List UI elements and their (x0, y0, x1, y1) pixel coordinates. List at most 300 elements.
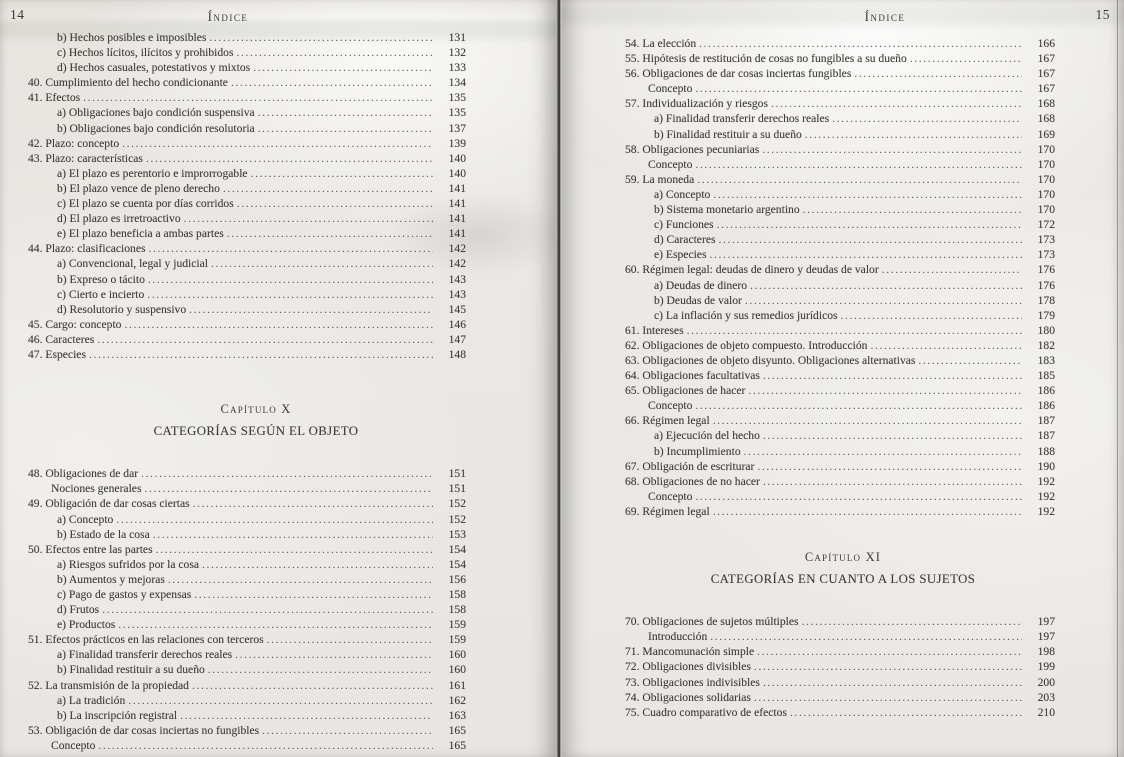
toc-entry-page: 185 (1037, 369, 1055, 383)
dot-leader (713, 413, 1022, 428)
dot-leader (745, 293, 1022, 308)
toc-entry (562, 187, 1124, 202)
toc-entry-page: 141 (448, 197, 466, 211)
toc-entry (562, 413, 1124, 428)
toc-entry-label: 69. Régimen legal (625, 504, 710, 518)
toc-entry-page: 173 (1037, 233, 1055, 247)
toc-entry-label: b) Expreso o tácito (57, 272, 145, 286)
dot-leader (208, 662, 433, 677)
toc-entry-page: 170 (1037, 157, 1055, 171)
dot-leader (251, 166, 433, 181)
toc-entry-page: 173 (1037, 248, 1055, 262)
dot-leader (192, 678, 433, 693)
chapter-number: Capítulo XI (804, 550, 882, 564)
toc-entry (0, 181, 556, 196)
toc-entry-label: Concepto (648, 489, 693, 503)
dot-leader (223, 181, 433, 196)
dot-leader (699, 36, 1022, 51)
toc-entry-page: 140 (448, 151, 466, 165)
toc-entry-page: 159 (448, 618, 466, 632)
toc-entry-label: 74. Obligaciones solidarias (625, 690, 751, 704)
dot-leader (713, 187, 1022, 202)
toc-entry (0, 196, 556, 211)
page-left (0, 0, 556, 757)
dot-leader (841, 308, 1022, 323)
toc-entry-label: b) Sistema monetario argentino (654, 203, 800, 217)
toc-entry (0, 30, 556, 45)
toc-entry-label: c) Hechos lícitos, ilícitos y prohibidos (57, 46, 234, 60)
dot-leader (695, 398, 1022, 413)
dot-leader (156, 542, 433, 557)
toc-entry-page: 179 (1037, 308, 1055, 322)
toc-entry-page: 192 (1037, 489, 1055, 503)
toc-entry-label: b) Deudas de valor (654, 293, 742, 307)
toc-entry (562, 96, 1124, 111)
dot-leader (180, 708, 433, 723)
toc-entry (562, 705, 1124, 720)
toc-entry-label: c) Pago de gastos y expensas (57, 588, 192, 601)
dot-leader (209, 30, 433, 45)
dot-leader (235, 647, 433, 662)
toc-entry-label: Concepto (51, 738, 96, 752)
toc-entry (562, 81, 1124, 96)
dot-leader (697, 172, 1022, 187)
toc-entry (0, 723, 556, 738)
toc-entry-label: c) El plazo se cuenta por días corridos (57, 197, 234, 211)
toc-entry-page: 165 (448, 723, 466, 737)
dot-leader (267, 632, 433, 647)
toc-entry (562, 675, 1124, 690)
dot-leader (253, 60, 433, 75)
toc-entry (0, 272, 556, 287)
dot-leader (763, 474, 1022, 489)
chapter-heading (562, 550, 1124, 587)
toc-entry-label: c) Funciones (654, 218, 714, 232)
toc-entry (0, 512, 556, 527)
toc-entry (562, 157, 1124, 172)
toc-entry (562, 36, 1124, 51)
toc-entry-label: a) Convencional, legal y judicial (57, 257, 208, 271)
toc-entry (0, 317, 556, 332)
toc-entry-page: 180 (1037, 323, 1055, 337)
toc-entry-label: 63. Obligaciones de objeto disyunto. Obligaciones alternativas (625, 353, 916, 367)
toc-entry (562, 629, 1124, 644)
toc-entry (562, 51, 1124, 66)
toc-entry-label: 43. Plazo: características (28, 151, 143, 165)
toc-entry (0, 617, 556, 632)
toc-entry-label: a) El plazo es perentorio e improrrogable (57, 166, 248, 180)
dot-leader (763, 368, 1022, 383)
toc-entry (562, 368, 1124, 383)
toc-entry-page: 197 (1037, 615, 1055, 629)
toc-entry (562, 338, 1124, 353)
dot-leader (231, 75, 433, 90)
toc-entry-page: 170 (1037, 203, 1055, 217)
dot-leader (149, 241, 433, 256)
chapter-title: CATEGORÍAS SEGÚN EL OBJETO (153, 424, 359, 439)
toc-entry-page: 167 (1037, 82, 1055, 96)
dot-leader (757, 644, 1022, 659)
toc-entry-label: 44. Plazo: clasificaciones (28, 242, 146, 256)
toc-entry-page: 156 (448, 572, 466, 586)
toc-entry-label: 40. Cumplimiento del hecho condicionante (28, 76, 228, 90)
toc-entry (0, 542, 556, 557)
toc-entry-label: 68. Obligaciones de no hacer (625, 474, 760, 488)
toc-entry-page: 141 (448, 227, 466, 241)
dot-leader (754, 690, 1022, 705)
toc-entry-label: b) Estado de la cosa (57, 527, 150, 541)
toc-entry-label: d) El plazo es irretroactivo (57, 212, 181, 226)
page-number-right: 15 (1095, 7, 1110, 22)
toc-entry-label: a) Concepto (654, 187, 711, 201)
toc-entry (562, 111, 1124, 126)
dot-leader (98, 738, 433, 753)
toc-entry-page: 134 (448, 76, 466, 90)
toc-entry (562, 232, 1124, 247)
dot-leader (713, 504, 1022, 519)
dot-leader (116, 512, 433, 527)
toc-entry (0, 75, 556, 90)
dot-leader (763, 675, 1022, 690)
toc-entry (0, 587, 556, 602)
dot-leader (918, 353, 1022, 368)
dot-leader (910, 51, 1022, 66)
toc-entry (562, 66, 1124, 81)
toc-entry-page: 197 (1037, 630, 1055, 644)
toc-entry-page: 158 (448, 588, 466, 601)
dot-leader (854, 66, 1022, 81)
dot-leader (89, 347, 433, 362)
toc-entry-label: 62. Obligaciones de objeto compuesto. Introducción (625, 338, 868, 352)
toc-entry-page: 159 (448, 633, 466, 647)
toc-entry-label: 49. Obligación de dar cosas ciertas (28, 497, 190, 511)
toc-entry-page: 198 (1037, 645, 1055, 659)
toc-entry-label: a) Ejecución del hecho (654, 429, 760, 443)
toc-entry-label: c) La inflación y sus remedios jurídicos (654, 308, 838, 322)
toc-entry-label: e) Productos (57, 618, 116, 632)
toc-entry-label: 51. Efectos prácticos en las relaciones con terceros (28, 633, 264, 647)
toc-entry (562, 644, 1124, 659)
running-head-left: Índice (207, 9, 249, 24)
toc-entry (562, 278, 1124, 293)
toc-entry (562, 614, 1124, 629)
dot-leader (122, 136, 433, 151)
toc-entry-page: 152 (448, 512, 466, 526)
toc-entry (0, 678, 556, 693)
toc-entry-page: 200 (1037, 675, 1055, 689)
toc-entry (562, 247, 1124, 262)
toc-entry (0, 557, 556, 572)
toc-entry-page: 162 (448, 693, 466, 707)
toc-entry-page: 170 (1037, 142, 1055, 156)
dot-leader (695, 157, 1022, 172)
toc-right (562, 36, 1124, 720)
toc-entry (562, 659, 1124, 674)
toc-entry (0, 332, 556, 347)
toc-entry (0, 347, 556, 362)
toc-entry-label: 46. Caracteres (28, 332, 95, 346)
toc-entry-label: 57. Individualización y riesgos (625, 97, 768, 111)
toc-entry (0, 693, 556, 708)
dot-leader (687, 323, 1022, 338)
toc-entry-label: 45. Cargo: concepto (28, 317, 122, 331)
dot-leader (227, 226, 433, 241)
toc-entry-label: e) Especies (654, 248, 707, 262)
toc-entry-page: 158 (448, 603, 466, 617)
toc-entry-page: 187 (1037, 429, 1055, 443)
chapter-title: CATEGORÍAS EN CUANTO A LOS SUJETOS (710, 572, 976, 587)
toc-entry-page: 199 (1037, 660, 1055, 674)
toc-entry-page: 148 (448, 347, 466, 361)
dot-leader (144, 481, 433, 496)
toc-entry (0, 466, 556, 481)
toc-entry (0, 572, 556, 587)
toc-entry-label: a) Obligaciones bajo condición suspensiva (57, 106, 255, 120)
toc-entry (562, 217, 1124, 232)
toc-entry (0, 256, 556, 271)
toc-entry-label: 54. La elección (625, 37, 697, 50)
toc-entry-page: 168 (1037, 112, 1055, 126)
toc-entry (562, 127, 1124, 142)
toc-entry-label: e) El plazo beneficia a ambas partes (57, 227, 224, 241)
toc-entry (562, 262, 1124, 277)
dot-leader (870, 338, 1022, 353)
toc-entry-page: 135 (448, 91, 466, 105)
dot-leader (803, 202, 1022, 217)
toc-entry-label: 47. Especies (28, 347, 86, 361)
toc-entry (562, 293, 1124, 308)
dot-leader (83, 90, 433, 105)
toc-entry-label: b) El plazo vence de pleno derecho (57, 181, 220, 195)
dot-leader (695, 489, 1022, 504)
toc-entry-page: 131 (448, 31, 466, 44)
toc-entry-page: 139 (448, 136, 466, 150)
toc-entry-label: a) Finalidad transferir derechos reales (57, 648, 233, 662)
dot-leader (202, 557, 433, 572)
dot-leader (262, 723, 433, 738)
page-right-header (562, 0, 1124, 27)
toc-entry (562, 690, 1124, 705)
toc-entry-label: d) Hechos casuales, potestativos y mixtos (57, 61, 251, 75)
toc-entry-label: b) Incumplimiento (654, 444, 741, 458)
toc-entry (0, 481, 556, 496)
toc-entry (0, 45, 556, 60)
toc-entry (0, 287, 556, 302)
toc-entry-page: 161 (448, 678, 466, 692)
toc-entry-label: d) Resolutorio y suspensivo (57, 302, 187, 316)
toc-entry-page: 133 (448, 61, 466, 75)
toc-entry-label: Concepto (648, 399, 693, 413)
dot-leader (709, 247, 1022, 262)
page-number-left: 14 (10, 7, 25, 22)
chapter-heading (0, 402, 534, 439)
toc-entry-page: 183 (1037, 353, 1055, 367)
dot-leader (193, 496, 433, 511)
dot-leader (148, 272, 433, 287)
toc-entry (562, 504, 1124, 519)
toc-entry (562, 428, 1124, 443)
toc-entry-page: 168 (1037, 97, 1055, 111)
toc-entry-page: 152 (448, 497, 466, 511)
dot-leader (147, 287, 433, 302)
toc-entry-page: 176 (1037, 278, 1055, 292)
toc-entry (562, 353, 1124, 368)
page-left-header (0, 0, 556, 27)
toc-entry-label: 66. Régimen legal (625, 414, 710, 428)
toc-entry-label: d) Caracteres (654, 233, 716, 247)
toc-entry-page: 145 (448, 302, 466, 316)
toc-entry (0, 121, 556, 136)
toc-entry-page: 143 (448, 272, 466, 286)
toc-entry-page: 192 (1037, 504, 1055, 518)
toc-entry-page: 140 (448, 166, 466, 180)
dot-leader (718, 232, 1022, 247)
dot-leader (882, 262, 1022, 277)
dot-leader (146, 151, 433, 166)
toc-entry-label: 64. Obligaciones facultativas (625, 369, 760, 383)
toc-entry-page: 163 (448, 708, 466, 722)
toc-entry-label: b) Finalidad restituir a su dueño (654, 127, 802, 141)
toc-entry-page: 142 (448, 242, 466, 256)
toc-entry (562, 323, 1124, 338)
toc-entry (562, 172, 1124, 187)
toc-entry-page: 142 (448, 257, 466, 271)
dot-leader (717, 217, 1022, 232)
dot-leader (695, 81, 1022, 96)
toc-entry-page: 186 (1037, 384, 1055, 398)
toc-entry (562, 398, 1124, 413)
toc-entry-page: 188 (1037, 444, 1055, 458)
dot-leader (184, 211, 433, 226)
toc-entry-label: 41. Efectos (28, 91, 81, 105)
toc-entry-page: 132 (448, 46, 466, 60)
dot-leader (141, 466, 433, 481)
toc-entry-page: 160 (448, 648, 466, 662)
toc-entry-label: Nociones generales (51, 482, 142, 496)
toc-entry-label: b) Obligaciones bajo condición resolutoria (57, 121, 255, 135)
toc-left (0, 30, 556, 753)
toc-entry-page: 137 (448, 121, 466, 135)
toc-entry (562, 474, 1124, 489)
toc-entry (0, 496, 556, 511)
toc-entry-page: 154 (448, 542, 466, 556)
dot-leader (237, 196, 433, 211)
toc-entry-page: 135 (448, 106, 466, 120)
dot-leader (211, 256, 433, 271)
toc-entry-label: 53. Obligación de dar cosas inciertas no fungibles (28, 723, 260, 737)
dot-leader (258, 121, 433, 136)
toc-entry (562, 202, 1124, 217)
dot-leader (744, 444, 1022, 459)
toc-entry-page: 187 (1037, 414, 1055, 428)
dot-leader (194, 587, 433, 602)
toc-entry-page: 182 (1037, 338, 1055, 352)
toc-entry (562, 459, 1124, 474)
toc-entry-page: 167 (1037, 67, 1055, 81)
dot-leader (832, 111, 1022, 126)
dot-leader (168, 572, 433, 587)
toc-entry (0, 136, 556, 151)
toc-entry (0, 151, 556, 166)
toc-entry-label: c) Cierto e incierto (57, 287, 145, 301)
toc-entry-label: b) Finalidad restituir a su dueño (57, 663, 205, 677)
dot-leader (189, 302, 433, 317)
toc-entry (0, 602, 556, 617)
toc-entry-page: 147 (448, 332, 466, 346)
dot-leader (258, 105, 433, 120)
dot-leader (118, 617, 433, 632)
toc-entry (0, 647, 556, 662)
toc-entry-page: 141 (448, 212, 466, 226)
toc-entry-label: b) La inscripción registral (57, 708, 178, 722)
toc-entry (562, 383, 1124, 398)
chapter-number: Capítulo X (220, 402, 292, 417)
toc-entry (562, 489, 1124, 504)
toc-entry-page: 210 (1037, 705, 1055, 719)
dot-leader (102, 602, 433, 617)
toc-entry-label: 59. La moneda (625, 172, 695, 186)
toc-entry-label: Concepto (648, 157, 693, 171)
toc-entry (0, 527, 556, 542)
toc-entry-label: 61. Intereses (625, 323, 684, 337)
toc-entry (562, 444, 1124, 459)
toc-entry-label: Introducción (648, 630, 708, 644)
toc-entry-label: 65. Obligaciones de hacer (625, 384, 746, 398)
toc-entry (0, 166, 556, 181)
toc-entry-label: Concepto (648, 82, 693, 96)
toc-entry-page: 172 (1037, 218, 1055, 232)
toc-entry (0, 708, 556, 723)
dot-leader (757, 459, 1022, 474)
toc-entry-page: 154 (448, 557, 466, 571)
toc-entry (562, 142, 1124, 157)
dot-leader (754, 659, 1022, 674)
toc-entry (0, 241, 556, 256)
toc-entry-page: 170 (1037, 187, 1055, 201)
toc-entry (0, 211, 556, 226)
toc-entry-page: 143 (448, 287, 466, 301)
toc-entry-page: 176 (1037, 263, 1055, 277)
toc-entry-label: 50. Efectos entre las partes (28, 542, 153, 556)
dot-leader (763, 428, 1022, 443)
dot-leader (750, 278, 1022, 293)
dot-leader (748, 383, 1022, 398)
dot-leader (710, 629, 1022, 644)
toc-entry (0, 302, 556, 317)
toc-entry-page: 141 (448, 181, 466, 195)
dot-leader (128, 693, 433, 708)
toc-entry-label: 67. Obligación de escriturar (625, 459, 755, 473)
toc-entry (0, 738, 556, 753)
toc-entry-label: b) Aumentos y mejoras (57, 572, 165, 586)
toc-entry-page: 153 (448, 527, 466, 541)
toc-entry (0, 105, 556, 120)
running-head-right: Índice (864, 9, 906, 24)
toc-entry-label: 55. Hipótesis de restitución de cosas no fungibles a su dueño (625, 52, 907, 66)
toc-entry-page: 146 (448, 317, 466, 331)
toc-entry-page: 160 (448, 663, 466, 677)
toc-entry-label: 48. Obligaciones de dar (28, 467, 139, 481)
dot-leader (771, 96, 1022, 111)
toc-entry-page: 169 (1037, 127, 1055, 141)
dot-leader (97, 332, 433, 347)
toc-entry-page: 170 (1037, 172, 1055, 186)
toc-entry-label: a) Finalidad transferir derechos reales (654, 112, 830, 126)
toc-entry-page: 165 (448, 738, 466, 752)
toc-entry-label: 73. Obligaciones indivisibles (625, 675, 760, 689)
toc-entry (0, 90, 556, 105)
toc-entry (0, 226, 556, 241)
